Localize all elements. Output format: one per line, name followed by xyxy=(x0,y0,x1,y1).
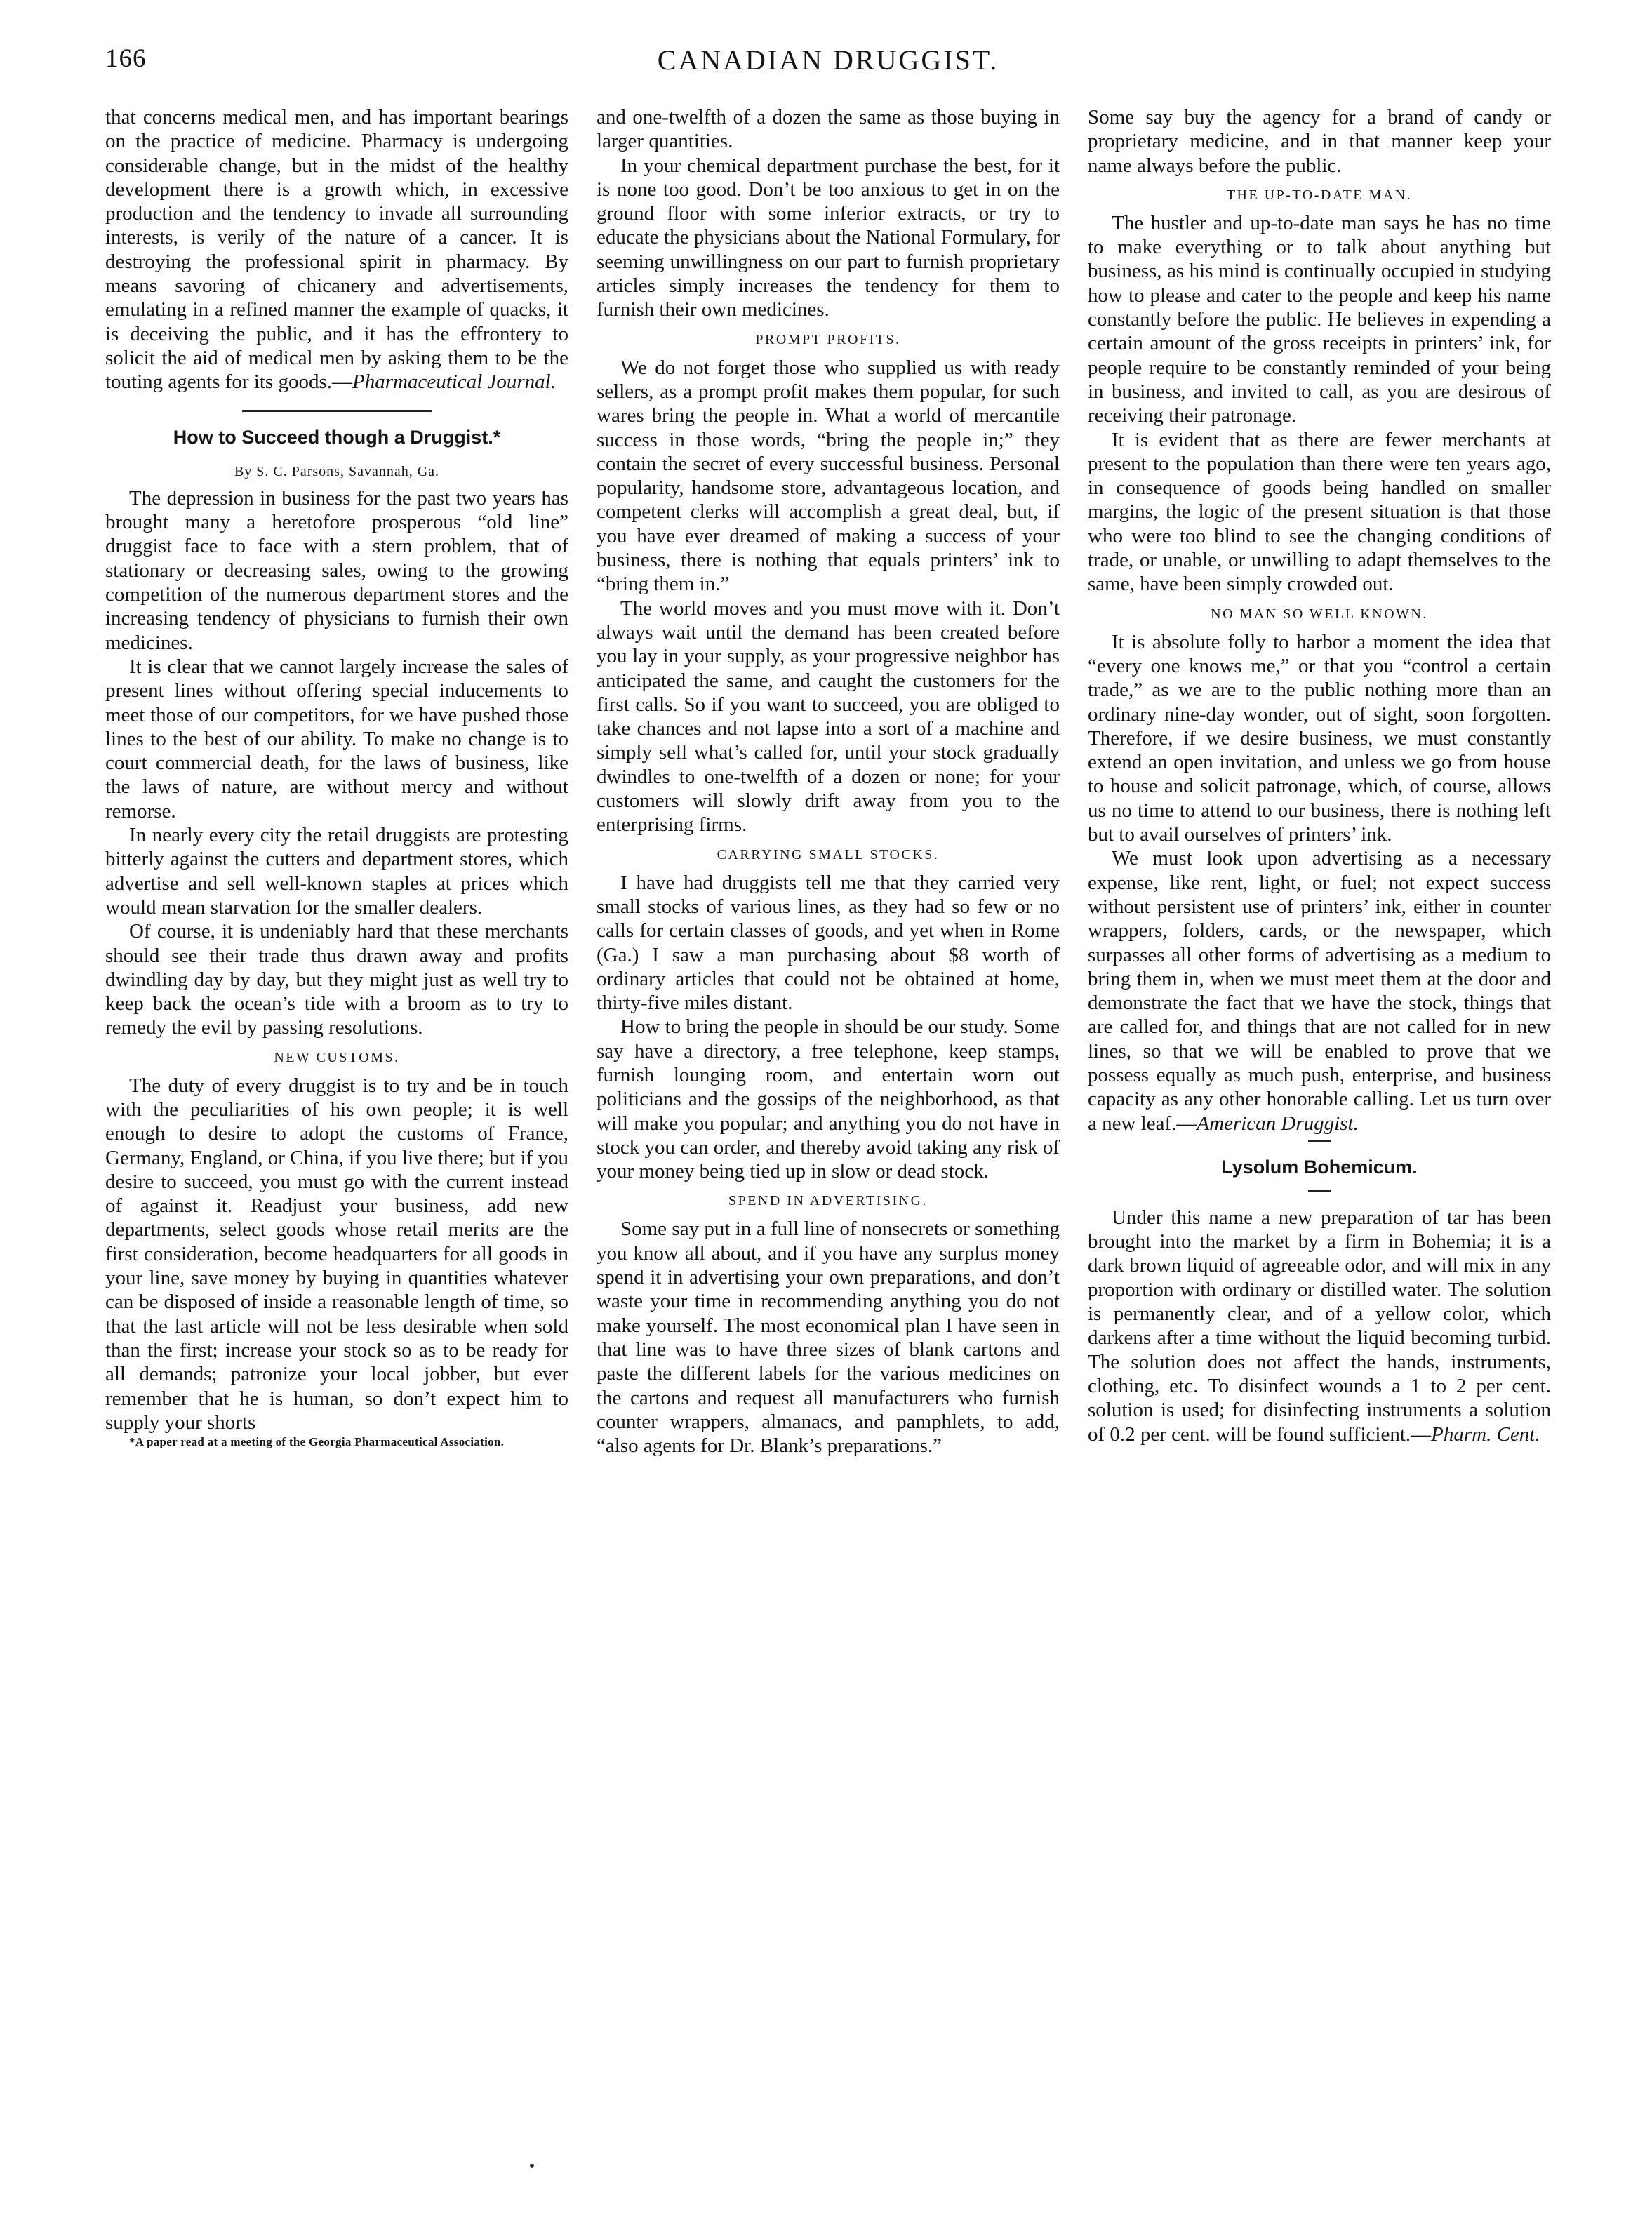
paragraph: In nearly every city the retail druggists are protesting bitterly against the cutters and department stores, which advertise and sell well-known staples at prices which would mean starvation for the smaller dealers. xyxy=(105,824,568,919)
article-byline: By S. C. Parsons, Savannah, Ga. xyxy=(234,463,440,479)
paragraph: It is absolute folly to harbor a moment the idea that “every one knows me,” or that you “control a certain trade,” as we are to the public nothing more than an ordinary nine-day wonder, out of sight, soon forgotten. Therefore, if we desire business, we must constantly extend an open invitation, and unless we go from house to house and solicit patronage, which, of course, allows us no time to attend to our business, there is nothing left but to avail ourselves of printers’ ink. xyxy=(1088,630,1551,846)
paragraph: Under this name a new preparation of tar has been brought into the market by a firm in Bohemia; it is a dark brown liquid of agreeable odor, and will mix in any proportion with ordinary or distilled water. The solution is permanently clear, and of a yellow color, which darkens after a time without the liquid becoming turbid. The solution does not affect the hands, instruments, clothing, etc. To disinfect wounds a 1 to 2 per cent. solution is used; for disinfecting instruments a solution of 0.2 per cent. will be found sufficient.—Pharm. Cent. xyxy=(1088,1206,1551,1446)
page-number: 166 xyxy=(105,44,147,73)
source-citation: American Druggist. xyxy=(1197,1112,1359,1135)
paragraph: Of course, it is undeniably hard that these merchants should see their trade thus drawn away and profits dwindling day by day, but they might just as well try to keep back the ocean’s tide with a broom as to try to remedy the evil by passing resolutions. xyxy=(105,920,568,1039)
paragraph: The world moves and you must move with it. Don’t always wait until the demand has been created before you lay in your supply, as your progressive neighbor has anticipated the same, and caught the customers for the first calls. So if you want to succeed, you are obliged to take chances and not lapse into a sort of a machine and simply sell what’s called for, until your stock gradually dwindles to one-twelfth of a dozen or none; for your customers will slowly drift away from you to the enterprising firms. xyxy=(597,597,1060,837)
print-speck xyxy=(530,2164,534,2168)
paragraph: It is clear that we cannot largely increase the sales of present lines without offering special inducements to meet those of our competitors, for we have pushed those lines to the best of our ability. To make no change is to court commercial death, for the laws of business, like the laws of nature, are without mercy and without remorse. xyxy=(105,655,568,822)
section-divider xyxy=(242,410,432,412)
section-subhead: THE UP-TO-DATE MAN. xyxy=(1226,187,1413,203)
paragraph: The hustler and up-to-date man says he has no time to make everything or to talk about anything but business, as his mind is continually occupied in studying how to please and cater to the people and keep his name constantly before the public. He believes in expending a certain amount of the gross receipts in printers’ ink, for people require to be constantly reminded of your being in business, and invited to call, as you are desirous of receiving their patronage. xyxy=(1088,211,1551,427)
column-2 xyxy=(597,105,1060,1458)
paragraph: It is evident that as there are fewer merchants at present to the population than there were ten years ago, in consequence of goods being handled on smaller margins, the logic of the present situation is that those who were too blind to see the changing conditions of trade, or unable, or unwilling to adapt themselves to the same, have been simply crowded out. xyxy=(1088,428,1551,596)
section-subhead: PROMPT PROFITS. xyxy=(755,331,901,347)
journal-title: CANADIAN DRUGGIST. xyxy=(657,44,999,76)
paragraph: The duty of every druggist is to try and be in touch with the peculiarities of his own people; it is well enough to desire to adopt the customs of France, Germany, England, or China, if you live there; but if you desire to succeed, you must go with the current instead of against it. Readjust your business, add new departments, select goods whose retail merits are the first consideration, become headquarters for all goods in your line, save money by buying in quantities whatever can be disposed of inside a reasonable length of time, so that the last article will not be less desirable when sold than the first; increase your stock so as to be ready for all demands; patronize your local jobber, but ever remember that he is human, so don’t expect him to supply your shorts xyxy=(105,1074,568,1434)
article-title: How to Succeed though a Druggist.* xyxy=(173,426,501,448)
paragraph: Some say buy the agency for a brand of candy or proprietary medicine, and in that manner keep your name always before the public. xyxy=(1088,106,1551,177)
paragraph: How to bring the people in should be our study. Some say have a directory, a free telephone, keep stamps, furnish lounging room, and entertain worn out politicians and the gossips of the neighborhood, as that will make you popular; and anything you do not have in stock you can order, and thereby avoid taking any risk of your money being tied up in slow or dead stock. xyxy=(597,1015,1060,1183)
paragraph: We do not forget those who supplied us with ready sellers, as a prompt profit makes them popular, for such wares bring the people in. What a world of mercantile success in those words, “bring the people in;” they contain the secret of every successful business. Personal popularity, handsome store, advantageous location, and competent clerks will accomplish a great deal, but, if you have ever dreamed of making a success of your business, there is nothing that equals printers’ ink to “bring them in.” xyxy=(597,356,1060,596)
paragraph: and one-twelfth of a dozen the same as those buying in larger quantities. xyxy=(597,106,1060,153)
section-divider xyxy=(1308,1140,1331,1142)
paragraph: In your chemical department purchase the best, for it is none too good. Don’t be too anxious to get in on the ground floor with some inferior extracts, or try to educate the physicians about the National Formulary, for seeming unwillingness on our part to furnish proprietary articles simply increases the tendency for them to furnish their own medicines. xyxy=(597,154,1060,321)
paragraph: I have had druggists tell me that they carried very small stocks of various lines, as they had so few or no calls for certain classes of goods, and yet when in Rome (Ga.) I saw a man purchasing about $8 worth of ordinary articles that could not be obtained at home, thirty-five miles distant. xyxy=(597,871,1060,1015)
section-subhead: SPEND IN ADVERTISING. xyxy=(728,1193,928,1209)
section-subhead: NEW CUSTOMS. xyxy=(274,1049,400,1065)
paragraph: Some say put in a full line of nonsecrets or something you know all about, and if you have any surplus money spend it in advertising your own preparations, and don’t waste your time in recommending anything you do not make yourself. The most economical plan I have seen in that line was to have three sizes of blank cartons and paste the different labels for the various medicines on the cartons and request all manufacturers who furnish counter wrappers, almanacs, and pamphlets, to add, “also agents for Dr. Blank’s preparations.” xyxy=(597,1218,1060,1458)
section-subhead: NO MAN SO WELL KNOWN. xyxy=(1211,606,1428,622)
running-head xyxy=(105,44,1551,86)
source-citation: Pharmaceutical Journal. xyxy=(352,371,556,394)
footnote: *A paper read at a meeting of the Georgia Pharmaceutical Association. xyxy=(129,1435,505,1449)
source-citation: Pharm. Cent. xyxy=(1431,1423,1540,1446)
article-title: Lysolum Bohemicum. xyxy=(1221,1156,1418,1178)
section-subhead: CARRYING SMALL STOCKS. xyxy=(717,846,940,862)
intro-paragraph: that concerns medical men, and has important bearings on the practice of medicine. Pharmacy is undergoing considerable change, but in the midst of the healthy development there is a growth which, in excessive production and the tendency to invade all surrounding interests, is verily of the nature of a cancer. It is destroying the professional spirit in pharmacy. By means savoring of chicanery and advertisements, emulating in a refined manner the example of quacks, it is deceiving the public, and it has the effrontery to solicit the aid of medical men by asking them to be the touting agents for its goods.—Pharmaceutical Journal. xyxy=(105,106,568,394)
paragraph: The depression in business for the past two years has brought many a heretofore prosperous “old line” druggist face to face with a stern problem, that of stationary or decreasing sales, owing to the growing competition of the numerous department stores and the increasing tendency of physicians to furnish their own medicines. xyxy=(105,486,568,654)
column-1 xyxy=(105,105,568,1449)
title-underline xyxy=(1308,1190,1331,1192)
column-3 xyxy=(1088,105,1551,1446)
paragraph: We must look upon advertising as a necessary expense, like rent, light, or fuel; not expect success without persistent use of printers’ ink, either in counter wrappers, folders, cards, or the newspaper, which surpasses all other forms of advertising as a medium to bring them in, when we must meet them at the door and demonstrate the fact that we have the stock, things that are called for, and things that are not called for in new lines, so that we will be enabled to prove that we possess equally as much push, enterprise, and business capacity as any other honorable calling. Let us turn over a new leaf.—American Druggist. xyxy=(1088,847,1551,1135)
